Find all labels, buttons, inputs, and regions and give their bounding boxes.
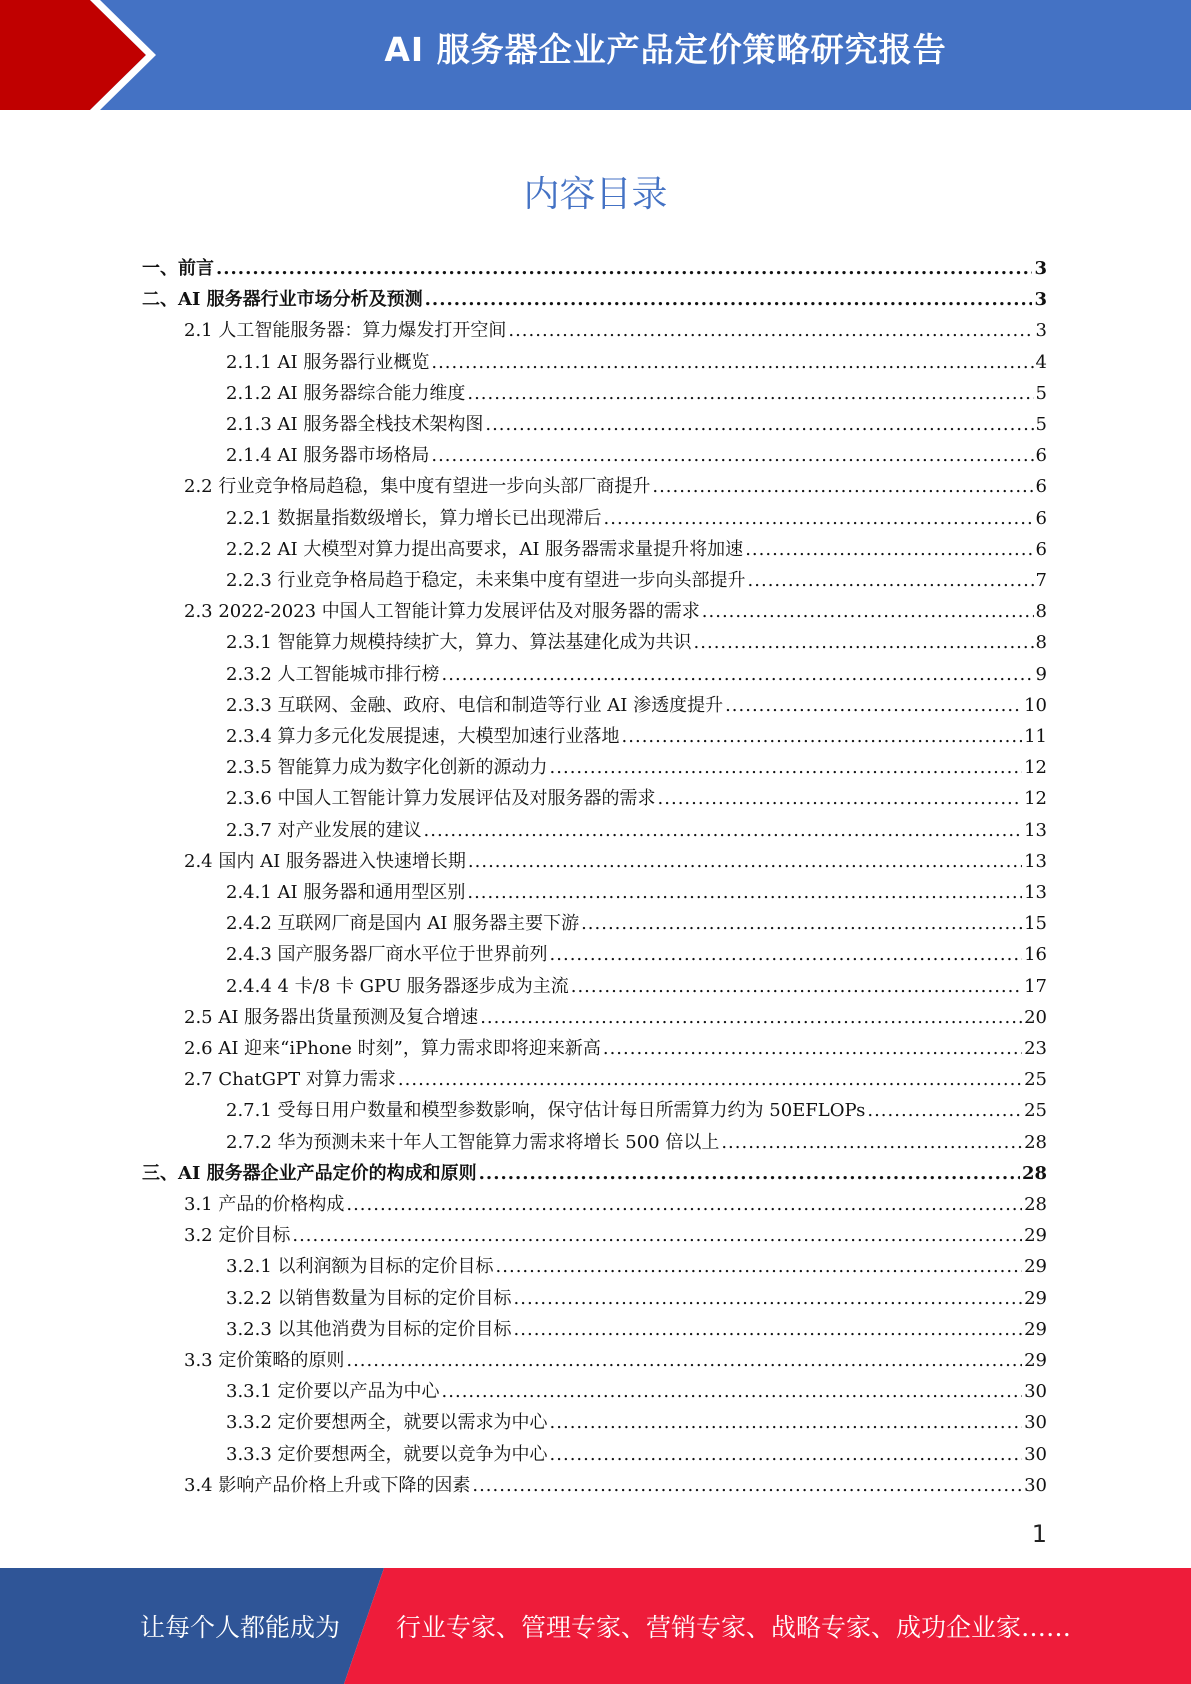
toc-entry[interactable] (226, 722, 1047, 753)
toc-entry-page: 30 (1024, 1381, 1047, 1402)
toc-entry[interactable] (184, 1065, 1047, 1096)
toc-entry-page: 29 (1024, 1319, 1047, 1340)
toc-dot-leader (485, 414, 1033, 435)
toc-entry-label: 2.1.3 AI 服务器全栈技术架构图 (226, 414, 484, 435)
toc-entry[interactable] (226, 628, 1047, 659)
toc-dot-leader (748, 570, 1034, 591)
toc-entry-label: 2.2.2 AI 大模型对算力提出高要求，AI 服务器需求量提升将加速 (226, 539, 744, 560)
toc-entry-label: 2.3 2022-2023 中国人工智能计算力发展评估及对服务器的需求 (184, 601, 700, 622)
toc-dot-leader (694, 632, 1034, 653)
toc-dot-leader (442, 1381, 1023, 1402)
toc-entry-page: 8 (1035, 601, 1047, 622)
toc-dot-leader (346, 1350, 1022, 1371)
toc-entry[interactable] (184, 1190, 1047, 1221)
report-title: AI 服务器企业产品定价策略研究报告 (384, 30, 947, 69)
toc-entry-label: 2.3.1 智能算力规模持续扩大，算力、算法基建化成为共识 (226, 632, 692, 653)
header-banner (0, 0, 1191, 110)
toc-dot-leader (398, 1069, 1022, 1090)
toc-dot-leader (467, 383, 1033, 404)
toc-entry[interactable] (226, 1377, 1047, 1408)
toc-dot-leader (550, 757, 1023, 778)
toc-entry-page: 15 (1024, 913, 1047, 934)
toc-entry-label: 3.2.3 以其他消费为目标的定价目标 (226, 1319, 512, 1340)
toc-dot-leader (725, 695, 1022, 716)
toc-entry-label: 2.4.1 AI 服务器和通用型区别 (226, 882, 466, 903)
toc-entry[interactable] (184, 472, 1047, 503)
toc-entry-label: 2.2 行业竞争格局趋稳，集中度有望进一步向头部厂商提升 (184, 476, 651, 497)
toc-entry-label: 2.4.2 互联网厂商是国内 AI 服务器主要下游 (226, 913, 580, 934)
toc-entry[interactable] (226, 878, 1047, 909)
toc-entry-label: 2.2.3 行业竞争格局趋于稳定，未来集中度有望进一步向头部提升 (226, 570, 746, 591)
toc-entry-page: 17 (1024, 976, 1047, 997)
toc-entry-page: 4 (1035, 352, 1047, 373)
toc-dot-leader (431, 352, 1033, 373)
toc-entry-page: 5 (1035, 414, 1047, 435)
toc-entry[interactable] (226, 691, 1047, 722)
toc-entry[interactable] (184, 1471, 1047, 1502)
toc-entry-page: 8 (1035, 632, 1047, 653)
toc-entry-page: 29 (1024, 1350, 1047, 1371)
toc-dot-leader (467, 882, 1022, 903)
toc-entry-page: 30 (1024, 1412, 1047, 1433)
toc-entry-page: 6 (1035, 508, 1047, 529)
toc-entry-page: 7 (1035, 570, 1047, 591)
toc-entry-label: 2.1 人工智能服务器：算力爆发打开空间 (184, 320, 507, 341)
toc-entry-label: 3.4 影响产品价格上升或下降的因素 (184, 1475, 471, 1496)
toc-dot-leader (480, 1007, 1022, 1028)
toc-entry-page: 29 (1024, 1256, 1047, 1277)
toc-entry[interactable] (226, 784, 1047, 815)
toc-entry-label: 2.3.5 智能算力成为数字化创新的源动力 (226, 757, 548, 778)
toc-entry[interactable] (226, 660, 1047, 691)
toc-entry-label: 3.3.2 定价要想两全，就要以需求为中心 (226, 1412, 548, 1433)
toc-heading: 内容目录 (523, 174, 668, 215)
toc-entry-label: 2.7.1 受每日用户数量和模型参数影响，保守估计每日所需算力约为 50EFLOPs (226, 1100, 866, 1121)
toc-entry-label: 2.3.2 人工智能城市排行榜 (226, 664, 440, 685)
toc-entry-label: 三、AI 服务器企业产品定价的构成和原则 (142, 1163, 477, 1184)
toc-entry-label: 3.2 定价目标 (184, 1225, 291, 1246)
toc-entry-label: 2.3.4 算力多元化发展提速，大模型加速行业落地 (226, 726, 620, 747)
toc-entry-page: 6 (1035, 445, 1047, 466)
toc-entry-label: 3.3 定价策略的原则 (184, 1350, 345, 1371)
toc-dot-leader (431, 445, 1033, 466)
toc-entry[interactable] (226, 379, 1047, 410)
toc-entry-label: 2.1.2 AI 服务器综合能力维度 (226, 383, 466, 404)
toc-entry-page: 13 (1024, 851, 1047, 872)
toc-dot-leader (652, 476, 1033, 497)
toc-entry-page: 3 (1035, 320, 1047, 341)
toc-dot-leader (550, 1444, 1023, 1465)
toc-entry-page: 12 (1024, 757, 1047, 778)
toc-entry-label: 2.5 AI 服务器出货量预测及复合增速 (184, 1007, 479, 1028)
toc-entry-page: 29 (1024, 1288, 1047, 1309)
toc-entry-label: 2.6 AI 迎来“iPhone 时刻”，算力需求即将迎来新高 (184, 1038, 601, 1059)
toc-dot-leader (867, 1100, 1022, 1121)
toc-entry-page: 3 (1034, 289, 1047, 310)
toc-entry-label: 2.1.4 AI 服务器市场格局 (226, 445, 430, 466)
toc-entry-page: 12 (1024, 788, 1047, 809)
toc-entry[interactable] (226, 504, 1047, 535)
toc-entry[interactable] (184, 847, 1047, 878)
toc-entry-label: 3.2.1 以利润额为目标的定价目标 (226, 1256, 494, 1277)
toc-entry[interactable] (184, 1003, 1047, 1034)
toc-dot-leader (442, 664, 1034, 685)
toc-entry-page: 25 (1024, 1069, 1047, 1090)
toc-entry[interactable] (226, 1315, 1047, 1346)
toc-entry-page: 5 (1035, 383, 1047, 404)
toc-entry-page: 28 (1024, 1132, 1047, 1153)
toc-entry[interactable] (184, 1346, 1047, 1377)
toc-entry[interactable] (226, 816, 1047, 847)
toc-dot-leader (514, 1288, 1023, 1309)
toc-entry-page: 3 (1034, 258, 1047, 279)
toc-entry[interactable] (142, 1159, 1047, 1190)
toc-entry-label: 2.3.6 中国人工智能计算力发展评估及对服务器的需求 (226, 788, 656, 809)
toc-dot-leader (496, 1256, 1023, 1277)
toc-entry[interactable] (226, 535, 1047, 566)
toc-entry[interactable] (184, 1034, 1047, 1065)
toc-entry-page: 29 (1024, 1225, 1047, 1246)
toc-entry-page: 6 (1035, 476, 1047, 497)
toc-entry-label: 3.3.3 定价要想两全，就要以竞争为中心 (226, 1444, 548, 1465)
toc-entry-label: 2.3.7 对产业发展的建议 (226, 820, 422, 841)
toc-entry-label: 2.1.1 AI 服务器行业概览 (226, 352, 430, 373)
toc-dot-leader (702, 601, 1034, 622)
toc-entry-page: 13 (1024, 882, 1047, 903)
toc-entry-label: 2.4 国内 AI 服务器进入快速增长期 (184, 851, 466, 872)
toc-dot-leader (346, 1194, 1022, 1215)
toc-dot-leader (603, 1038, 1022, 1059)
toc-dot-leader (472, 1475, 1022, 1496)
toc-entry-label: 3.3.1 定价要以产品为中心 (226, 1381, 440, 1402)
toc-entry-page: 25 (1024, 1100, 1047, 1121)
toc-entry[interactable] (184, 316, 1047, 347)
toc-entry[interactable] (226, 1440, 1047, 1471)
toc-dot-leader (424, 820, 1023, 841)
toc-entry-label: 2.4.4 4 卡/8 卡 GPU 服务器逐步成为主流 (226, 976, 569, 997)
toc-entry-label: 二、AI 服务器行业市场分析及预测 (142, 289, 423, 310)
toc-dot-leader (622, 726, 1023, 747)
toc-dot-leader (216, 258, 1032, 279)
toc-entry-page: 9 (1035, 664, 1047, 685)
toc-dot-leader (604, 508, 1034, 529)
toc-entry-page: 10 (1024, 695, 1047, 716)
toc-entry-label: 2.3.3 互联网、金融、政府、电信和制造等行业 AI 渗透度提升 (226, 695, 724, 716)
toc-entry-label: 2.7.2 华为预测未来十年人工智能算力需求将增长 500 倍以上 (226, 1132, 720, 1153)
toc-entry[interactable] (226, 1128, 1047, 1159)
red-arrow-shape (0, 0, 146, 110)
toc-dot-leader (292, 1225, 1022, 1246)
toc-dot-leader (571, 976, 1022, 997)
toc-entry-label: 3.1 产品的价格构成 (184, 1194, 345, 1215)
toc-entry[interactable] (226, 566, 1047, 597)
toc-entry[interactable] (184, 1221, 1047, 1252)
toc-entry-page: 28 (1024, 1194, 1047, 1215)
footer-slogan-right: 行业专家、管理专家、营销专家、战略专家、成功企业家…… (396, 1613, 1072, 1642)
toc-entry-page: 20 (1024, 1007, 1047, 1028)
toc-dot-leader (550, 1412, 1023, 1433)
toc-dot-leader (721, 1132, 1022, 1153)
toc-entry-page: 13 (1024, 820, 1047, 841)
toc-entry[interactable] (226, 753, 1047, 784)
toc-dot-leader (479, 1163, 1020, 1184)
toc-entry-label: 2.7 ChatGPT 对算力需求 (184, 1069, 396, 1090)
toc-entry-label: 2.2.1 数据量指数级增长，算力增长已出现滞后 (226, 508, 602, 529)
toc-dot-leader (514, 1319, 1023, 1340)
toc-entry[interactable] (226, 1408, 1047, 1439)
toc-entry-page: 30 (1024, 1475, 1047, 1496)
footer-slogan-left: 让每个人都能成为 (140, 1613, 341, 1642)
toc-entry-page: 16 (1024, 944, 1047, 965)
toc-dot-leader (658, 788, 1023, 809)
toc-entry[interactable] (142, 285, 1047, 316)
toc-entry-page: 23 (1024, 1038, 1047, 1059)
toc-dot-leader (745, 539, 1033, 560)
toc-entry[interactable] (226, 1096, 1047, 1127)
toc-entry[interactable] (142, 254, 1047, 285)
page-number: 1 (1031, 1520, 1047, 1548)
toc-entry-page: 28 (1021, 1163, 1047, 1184)
toc-dot-leader (581, 913, 1022, 934)
toc-dot-leader (468, 851, 1022, 872)
toc-entry-label: 3.2.2 以销售数量为目标的定价目标 (226, 1288, 512, 1309)
toc-entry[interactable] (226, 441, 1047, 472)
toc-dot-leader (425, 289, 1033, 310)
toc-entry-page: 6 (1035, 539, 1047, 560)
toc-entry[interactable] (226, 940, 1047, 971)
toc-entry[interactable] (184, 597, 1047, 628)
toc-entry[interactable] (226, 972, 1047, 1003)
footer-banner (0, 1568, 1191, 1684)
toc-entry[interactable] (226, 348, 1047, 379)
toc-dot-leader (508, 320, 1033, 341)
toc-entry-page: 11 (1024, 726, 1047, 747)
toc-entry[interactable] (226, 410, 1047, 441)
toc-entry-label: 一、前言 (142, 258, 214, 279)
toc-entry[interactable] (226, 1284, 1047, 1315)
toc-entry-page: 30 (1024, 1444, 1047, 1465)
toc-entry[interactable] (226, 1252, 1047, 1283)
toc-entry-label: 2.4.3 国产服务器厂商水平位于世界前列 (226, 944, 548, 965)
toc-dot-leader (550, 944, 1023, 965)
toc-entry[interactable] (226, 909, 1047, 940)
